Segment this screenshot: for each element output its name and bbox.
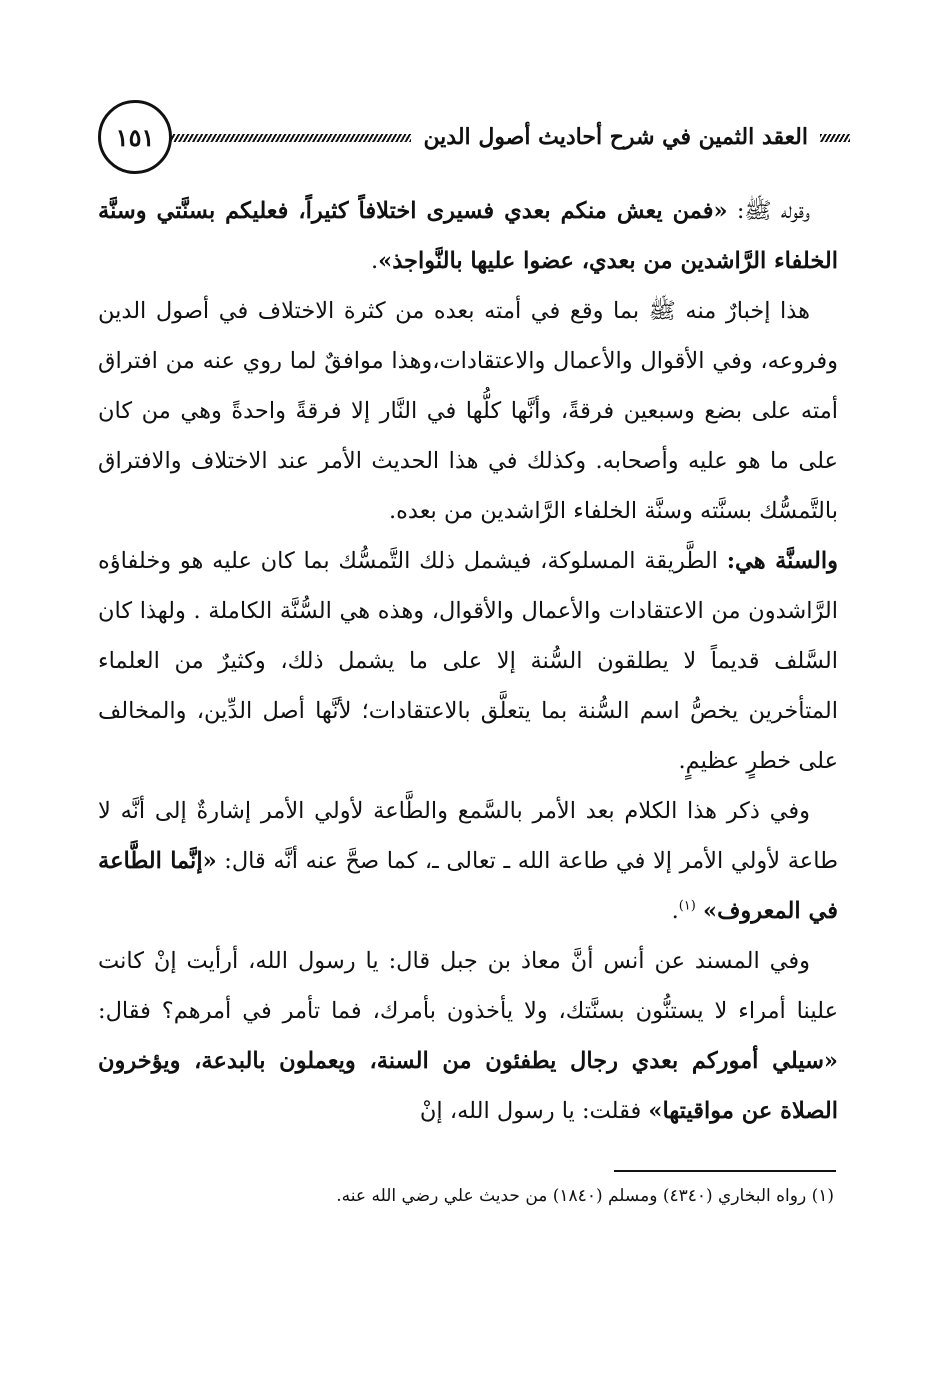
page-number: ١٥١ [98,100,172,174]
paragraph-5-intro: وفي المسند عن أنس أنَّ معاذ بن جبل قال: يا رسول الله، أرأيت إنْ كانت علينا أمراء لا يستنُّون بسنَّتك، ولا يأخذون بأمرك، فما تأمر في أمرهم؟ فقال: [98,948,838,1024]
book-title: العقد الثمين في شرح أحاديث أصول الدين [411,118,820,156]
paragraph-5-end: فقلت: يا رسول الله، إنْ [419,1098,649,1124]
paragraph-4-text: وفي ذكر هذا الكلام بعد الأمر بالسَّمع والطَّاعة لأولي الأمر إشارةٌ إلى أنَّه لا طاعة لأولي الأمر إلا في طاعة الله ـ تعالى ـ، كما صحَّ عنه أنَّه قال: [98,798,838,874]
paragraph-1 [98,186,838,286]
page-body [98,186,838,1136]
footnote-1: (١) رواه البخاري (٤٣٤٠) ومسلم (١٨٤٠) من حديث علي رضي الله عنه. [336,1186,834,1206]
hadith-quote-1: «فمن يعش منكم بعدي فسيرى اختلافاً كثيراً، فعليكم بسنَّتي وسنَّة الخلفاء الرَّاشدين من بعدي، عضوا عليها بالنَّواجذ» [98,198,838,274]
footnote-reference: (١) [678,898,696,914]
paragraph-1-end: . [371,248,379,274]
paragraph-4-end: . [671,898,679,924]
paragraph-1-intro: وقوله ﷺ: [727,198,810,224]
paragraph-5 [98,936,838,1136]
paragraph-2 [98,286,838,536]
paragraph-4 [98,786,838,936]
paragraph-3 [98,536,838,786]
paragraph-2-text: هذا إخبارٌ منه ﷺ بما وقع في أمته بعده من كثرة الاختلاف في أصول الدين وفروعه، وفي الأقوال والأعمال والاعتقادات،وهذا موافقٌ لما روي عنه من افتراق أمته على بضع وسبعين فرقةً، وأنَّها كلُّها في النَّار إلا فرقةً واحدةً وهي من كان على ما هو عليه وأصحابه. وكذلك في هذا الحديث الأمر عند الاختلاف والافتراق بالتَّمسُّك بسنَّته وسنَّة الخلفاء الرَّاشدين من بعده. [98,298,838,524]
sunnah-definition-term: والسنَّة هي: [726,548,838,574]
page-header [98,96,850,186]
footnote-separator [614,1170,836,1172]
paragraph-3-text: الطَّريقة المسلوكة، فيشمل ذلك التَّمسُّك بما كان عليه هو وخلفاؤه الرَّاشدون من الاعتقادات والأعمال والأقوال، وهذه هي السُّنَّة الكاملة . ولهذا كان السَّلف قديماً لا يطلقون السُّنة إلا على ما يشمل ذلك، وكثيرٌ من العلماء المتأخرين يخصُّ اسم السُّنة بما يتعلَّق بالاعتقادات؛ لأنَّها أصل الدِّين، والمخالف على خطرٍ عظيمٍ. [98,548,838,774]
hadith-quote-2: «إنَّما الطَّاعة في المعروف» [98,848,838,924]
hadith-quote-3: «سيلي أموركم بعدي رجال يطفئون من السنة، ويعملون بالبدعة، ويؤخرون الصلاة عن مواقيتها» [98,1048,838,1124]
